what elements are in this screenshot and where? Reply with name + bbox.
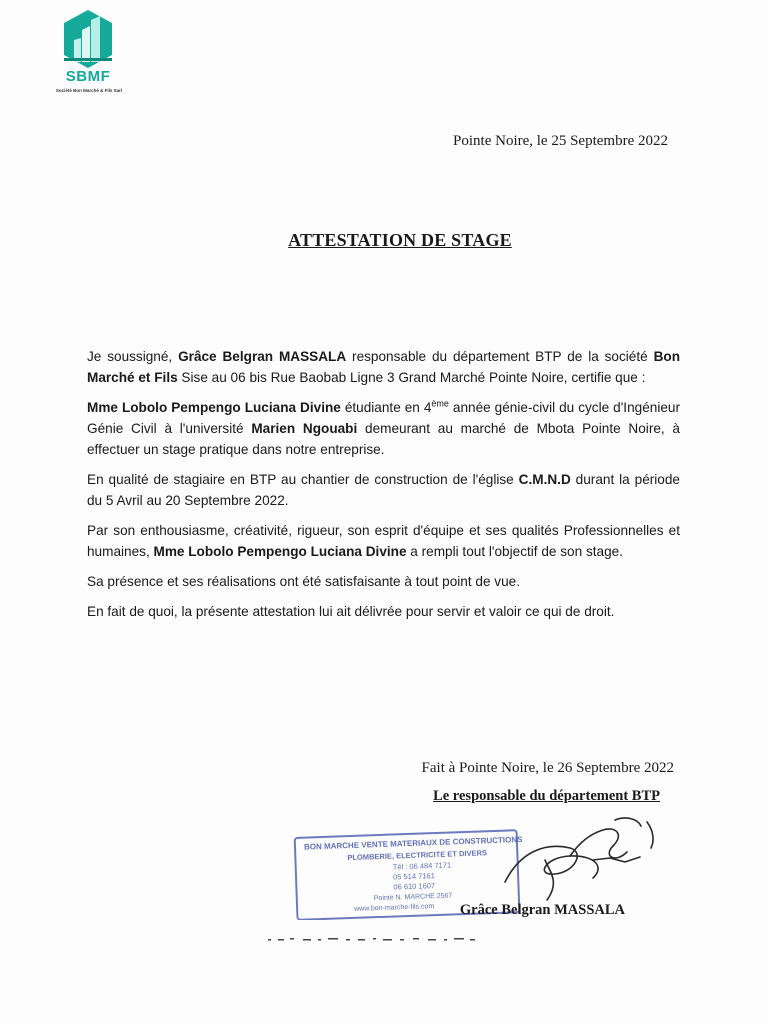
logo-tagline: Société Bon Marché & Fils Sarl <box>55 88 123 93</box>
stamp-line: Pointe N. MARCHE 2567 <box>373 892 453 903</box>
closing-role: Le responsable du département BTP <box>433 788 660 804</box>
stamp-line: www.bon-marche-fils.com <box>354 903 435 913</box>
dotted-line <box>268 934 478 946</box>
student-name-bold-2: Mme Lobolo Pempengo Luciana Divine <box>153 544 407 559</box>
paragraph-role: En qualité de stagiaire en BTP au chantier de construction de l'église C.M.N.D durant la période du 5 Avril au 20 Septembre 2022. <box>87 472 680 508</box>
paragraph-student: Mme Lobolo Pempengo Luciana Divine étudiante en 4ème année génie-civil du cycle d'Ingénieur Génie Civil à l'université Marien Ngouabi demeurant au marché de Mbota Pointe Noire, à effectuer un stage pratique dans notre entreprise. <box>87 398 680 457</box>
signer-name-bold: Grâce Belgran MASSALA <box>178 349 347 364</box>
university-name-bold: Marien Ngouabi <box>251 421 358 436</box>
document-date: Pointe Noire, le 25 Septembre 2022 <box>453 133 668 149</box>
stamp-line: BON MARCHE VENTE MATERIAUX DE CONSTRUCTIONS <box>303 834 523 852</box>
building-logo-icon <box>60 8 116 70</box>
stamp-line: Tél : 06 484 7171 <box>392 860 452 872</box>
paragraph-qualities: Par son enthousiasme, créativité, rigueur, son esprit d'équipe et ses qualités Professionnelles et humaines, Mme Lobolo Pempengo Luciana Divine a rempli tout l'objectif de son stage. <box>87 523 680 559</box>
document-title: ATTESTATION DE STAGE <box>288 230 512 250</box>
stamp-line: 06 610 1607 <box>393 881 436 892</box>
stamp-line: 05 514 7161 <box>392 871 435 882</box>
stamp-line: PLOMBERIE, ELECTRICITE ET DIVERS <box>347 848 488 863</box>
handwritten-signature <box>475 812 675 907</box>
paragraph-intro: Je soussigné, Grâce Belgran MASSALA responsable du département BTP de la société Bon Marché et Fils Sise au 06 bis Rue Baobab Ligne 3 Grand Marché Pointe Noire, certifie que : <box>87 349 681 385</box>
paragraph-closing: En fait de quoi, la présente attestation lui ait délivrée pour servir et valoir ce qui de droit. <box>87 604 615 619</box>
company-name-bold: Bon Marché et Fils <box>87 349 681 385</box>
church-name-bold: C.M.N.D <box>518 472 571 487</box>
signer-name: Grâce Belgran MASSALA <box>459 902 625 918</box>
document-body <box>87 346 680 631</box>
paragraph-satisfaction: Sa présence et ses réalisations ont été satisfaisante à tout point de vue. <box>87 574 521 589</box>
logo-name: SBMF <box>65 68 111 85</box>
closing-place-date: Fait à Pointe Noire, le 26 Septembre 2022 <box>421 760 674 776</box>
company-logo <box>50 8 126 94</box>
student-name-bold: Mme Lobolo Pempengo Luciana Divine <box>87 400 341 415</box>
